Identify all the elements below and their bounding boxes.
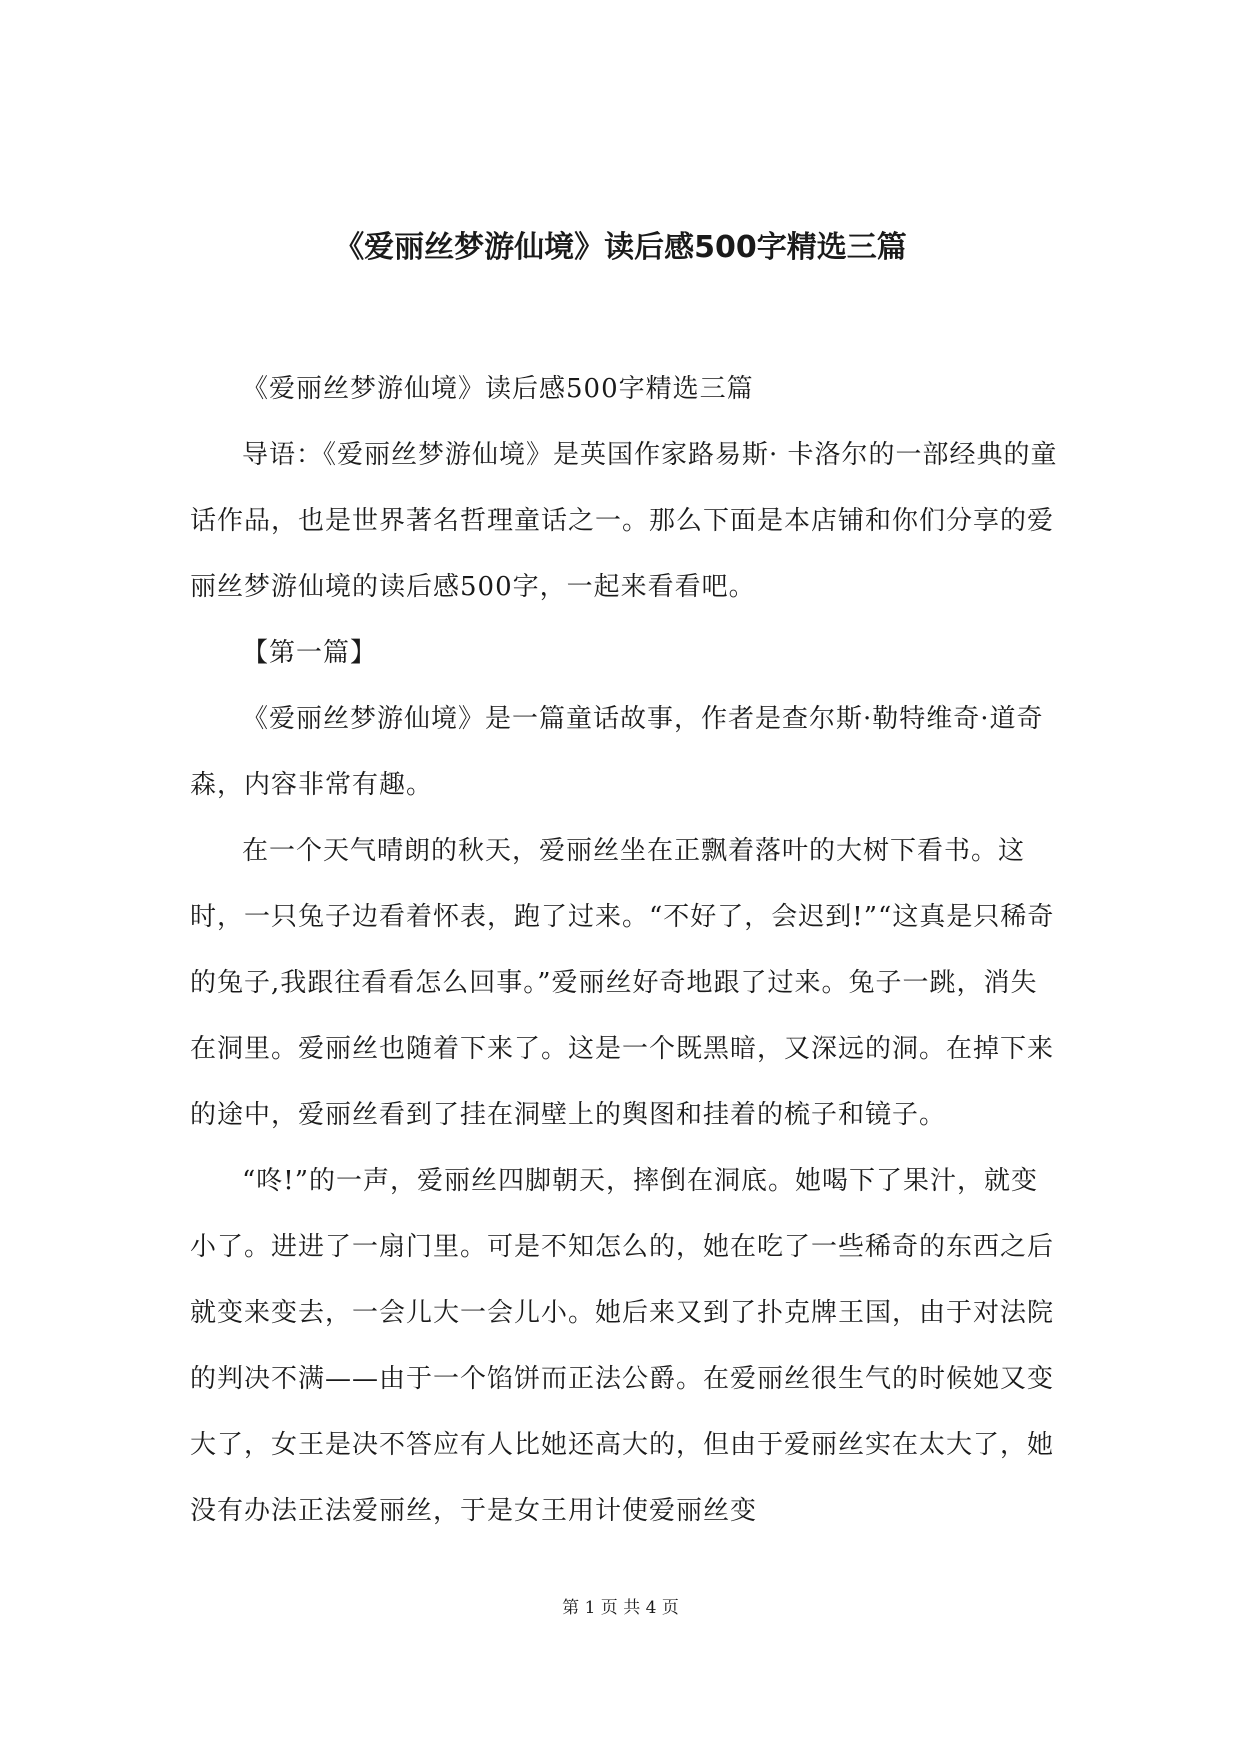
paragraph: 在一个天气晴朗的秋天，爱丽丝坐在正飘着落叶的大树下看书。这时，一只兔子边看着怀表，跑了过来。“不好了，会迟到!”“这真是只稀奇的兔子,我跟往看看怎么回事。”爱丽丝好奇地跟了过来。兔子一跳，消失在洞里。爱丽丝也随着下来了。这是一个既黑暗，又深远的洞。在掉下来的途中，爱丽丝看到了挂在洞壁上的舆图和挂着的梳子和镜子。 [190,836,1055,1130]
document-title: 《爱丽丝梦游仙境》读后感500字精选三篇 [334,230,907,265]
paragraph-subtitle: 《爱丽丝梦游仙境》读后感500字精选三篇 [242,374,754,404]
paragraph: “咚!”的一声，爱丽丝四脚朝天，摔倒在洞底。她喝下了果汁，就变小了。进进了一扇门里。可是不知怎么的，她在吃了一些稀奇的东西之后就变来变去，一会儿大一会儿小。她后来又到了扑克牌王国，由于对法院的判决不满——由于一个馅饼而正法公爵。在爱丽丝很生气的时候她又变大了，女王是决不答应有人比她还高大的，但由于爱丽丝实在太大了，她没有办法正法爱丽丝，于是女王用计使爱丽丝变 [190,1166,1055,1526]
paragraph-intro: 导语：《爱丽丝梦游仙境》是英国作家路易斯· 卡洛尔的一部经典的童话作品，也是世界著名哲理童话之一。那么下面是本店铺和你们分享的爱丽丝梦游仙境的读后感500字，一起来看看吧。 [190,440,1058,602]
document-body [190,356,1060,1544]
paragraph: 《爱丽丝梦游仙境》是一篇童话故事，作者是查尔斯·勒特维奇·道奇森，内容非常有趣。 [190,704,1044,800]
page-number-footer: 第 1 页 共 4 页 [562,1598,679,1618]
section-heading-first: 【第一篇】 [242,638,378,668]
